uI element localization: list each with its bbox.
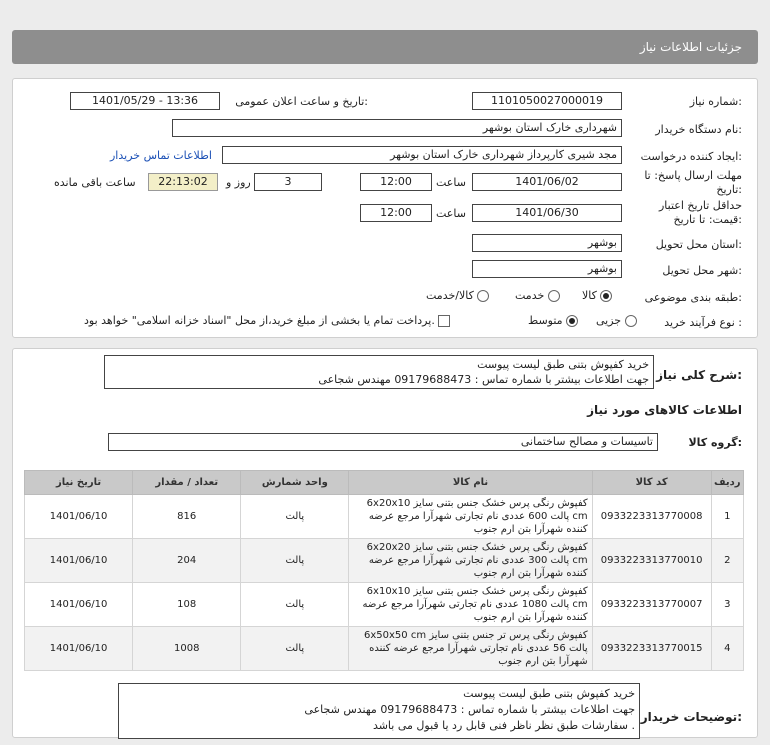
payment-note-label: پرداخت تمام یا بخشی از مبلغ خرید،از محل "اسناد خزانه اسلامی" خواهد بود. — [84, 314, 435, 327]
col-header-date: تاریخ نیاز — [25, 471, 133, 495]
creator-label: ایجاد کننده درخواست: — [640, 150, 742, 163]
process-option-minor[interactable] — [596, 314, 637, 327]
creator-field: مجد شیری کارپرداز شهرداری خارک استان بوشهر — [222, 146, 622, 164]
category-goods-label: کالا — [582, 289, 597, 302]
cell-index: 2 — [711, 539, 743, 583]
cell-date: 1401/06/10 — [25, 583, 133, 627]
category-both-label: کالا/خدمت — [426, 289, 474, 302]
cell-code: 0933223313770015 — [592, 627, 711, 671]
buyer-notes-label: توضیحات خریدار: — [640, 710, 742, 724]
deadline-time-label: ساعت — [436, 176, 466, 189]
remaining-time-field: 22:13:02 — [148, 173, 218, 191]
category-option-both[interactable] — [426, 289, 489, 302]
goods-table — [24, 470, 744, 671]
validity-label: حداقل تاریخ اعتبار قیمت: تا تاریخ: — [658, 199, 742, 226]
cell-name: کفپوش رنگی پرس خشک جنس بتنی سایز 6x10x10 cm پالت 1080 عددی نام تجارتی شهرآرا مرجع عرضه کننده شهرآرا بتن ارم جنوب — [349, 583, 592, 627]
category-service-label: خدمت — [515, 289, 545, 302]
cell-name: کفپوش رنگی پرس خشک جنس بتنی سایز 6x20x20 cm پالت 300 عددی نام تجارتی شهرآرا مرجع عرضه کننده شهرآرا بتن ارم جنوب — [349, 539, 592, 583]
contact-info-link[interactable]: اطلاعات تماس خریدار — [110, 149, 212, 162]
col-header-code: کد کالا — [592, 471, 711, 495]
cell-code: 0933223313770010 — [592, 539, 711, 583]
process-minor-label: جزیی — [596, 314, 622, 327]
deadline-date-field: 1401/06/02 — [472, 173, 622, 191]
table-row — [25, 539, 744, 583]
summary-label: شرح کلی نیاز: — [656, 368, 742, 382]
radio-unchecked-icon — [477, 290, 489, 302]
buyer-org-label: نام دستگاه خریدار: — [655, 123, 742, 136]
cell-unit: پالت — [241, 495, 349, 539]
cell-index: 1 — [711, 495, 743, 539]
cell-qty: 1008 — [133, 627, 241, 671]
table-row — [25, 495, 744, 539]
validity-time-label: ساعت — [436, 207, 466, 220]
city-label: شهر محل تحویل: — [662, 264, 742, 277]
radio-checked-icon — [600, 290, 612, 302]
radio-unchecked-icon — [548, 290, 560, 302]
summary-line-1: خرید کفپوش بتنی طبق لیست پیوست — [477, 358, 649, 371]
need-number-field: 1101050027000019 — [472, 92, 622, 110]
remaining-label: ساعت باقی مانده — [54, 176, 136, 189]
validity-date-field: 1401/06/30 — [472, 204, 622, 222]
cell-code: 0933223313770008 — [592, 495, 711, 539]
cell-date: 1401/06/10 — [25, 627, 133, 671]
checkbox-icon — [438, 315, 450, 327]
cell-unit: پالت — [241, 539, 349, 583]
buyer-notes-line-1: خرید کفپوش بتنی طبق لیست پیوست — [463, 687, 635, 700]
buyer-notes-line-2: جهت اطلاعات بیشتر با شماره تماس : 09179688473 مهندس شجاعی — [304, 703, 635, 716]
cell-qty: 816 — [133, 495, 241, 539]
col-header-index: ردیف — [711, 471, 743, 495]
days-label: روز و — [226, 176, 251, 189]
province-field: بوشهر — [472, 234, 622, 252]
buyer-notes-box — [118, 683, 640, 739]
announce-label: تاریخ و ساعت اعلان عمومی: — [235, 95, 368, 108]
process-medium-label: متوسط — [528, 314, 563, 327]
page-title: جزئیات اطلاعات نیاز — [639, 40, 742, 54]
payment-treasury-checkbox[interactable] — [84, 314, 450, 327]
col-header-name: نام کالا — [349, 471, 592, 495]
table-row — [25, 583, 744, 627]
goods-group-label: گروه کالا: — [688, 436, 742, 449]
announce-field: 1401/05/29 - 13:36 — [70, 92, 220, 110]
category-label: طبقه بندی موضوعی: — [644, 291, 742, 304]
summary-box — [104, 355, 654, 389]
col-header-qty: تعداد / مقدار — [133, 471, 241, 495]
radio-unchecked-icon — [625, 315, 637, 327]
cell-name: کفپوش رنگی پرس خشک جنس بتنی سایز 6x20x10 cm پالت 600 عددی نام تجارتی شهرآرا مرجع عرضه کننده شهرآرا بتن ارم جنوب — [349, 495, 592, 539]
col-header-unit: واحد شمارش — [241, 471, 349, 495]
cell-qty: 108 — [133, 583, 241, 627]
category-option-goods[interactable] — [582, 289, 612, 302]
table-row — [25, 627, 744, 671]
need-number-label: شماره نیاز: — [689, 95, 742, 108]
cell-date: 1401/06/10 — [25, 495, 133, 539]
validity-time-field: 12:00 — [360, 204, 432, 222]
goods-group-field: تاسیسات و مصالح ساختمانی — [108, 433, 658, 451]
category-option-service[interactable] — [515, 289, 560, 302]
buyer-notes-line-3: سفارشات طبق نظر ناظر فنی قابل رد یا قبول می باشد . — [372, 719, 635, 732]
page-header — [12, 30, 758, 64]
process-option-medium[interactable] — [528, 314, 578, 327]
cell-unit: پالت — [241, 583, 349, 627]
cell-index: 3 — [711, 583, 743, 627]
table-header-row — [25, 471, 744, 495]
cell-qty: 204 — [133, 539, 241, 583]
cell-name: کفپوش رنگی پرس تر جنس بتنی سایز 6x50x50 cm پالت 56 عددی نام تجارتی شهرآرا مرجع عرضه کننده شهرآرا بتن ارم جنوب — [349, 627, 592, 671]
cell-date: 1401/06/10 — [25, 539, 133, 583]
days-field: 3 — [254, 173, 322, 191]
deadline-time-field: 12:00 — [360, 173, 432, 191]
radio-checked-icon — [566, 315, 578, 327]
cell-code: 0933223313770007 — [592, 583, 711, 627]
province-label: استان محل تحویل: — [655, 238, 742, 251]
process-label: نوع فرآیند خرید : — [664, 316, 742, 329]
cell-unit: پالت — [241, 627, 349, 671]
goods-section-title: اطلاعات کالاهای مورد نیاز — [587, 403, 742, 417]
deadline-label: مهلت ارسال پاسخ: تا تاریخ: — [644, 169, 742, 196]
city-field: بوشهر — [472, 260, 622, 278]
buyer-org-field: شهرداری خارک استان بوشهر — [172, 119, 622, 137]
cell-index: 4 — [711, 627, 743, 671]
summary-line-2: جهت اطلاعات بیشتر با شماره تماس : 09179688473 مهندس شجاعی — [318, 373, 649, 386]
